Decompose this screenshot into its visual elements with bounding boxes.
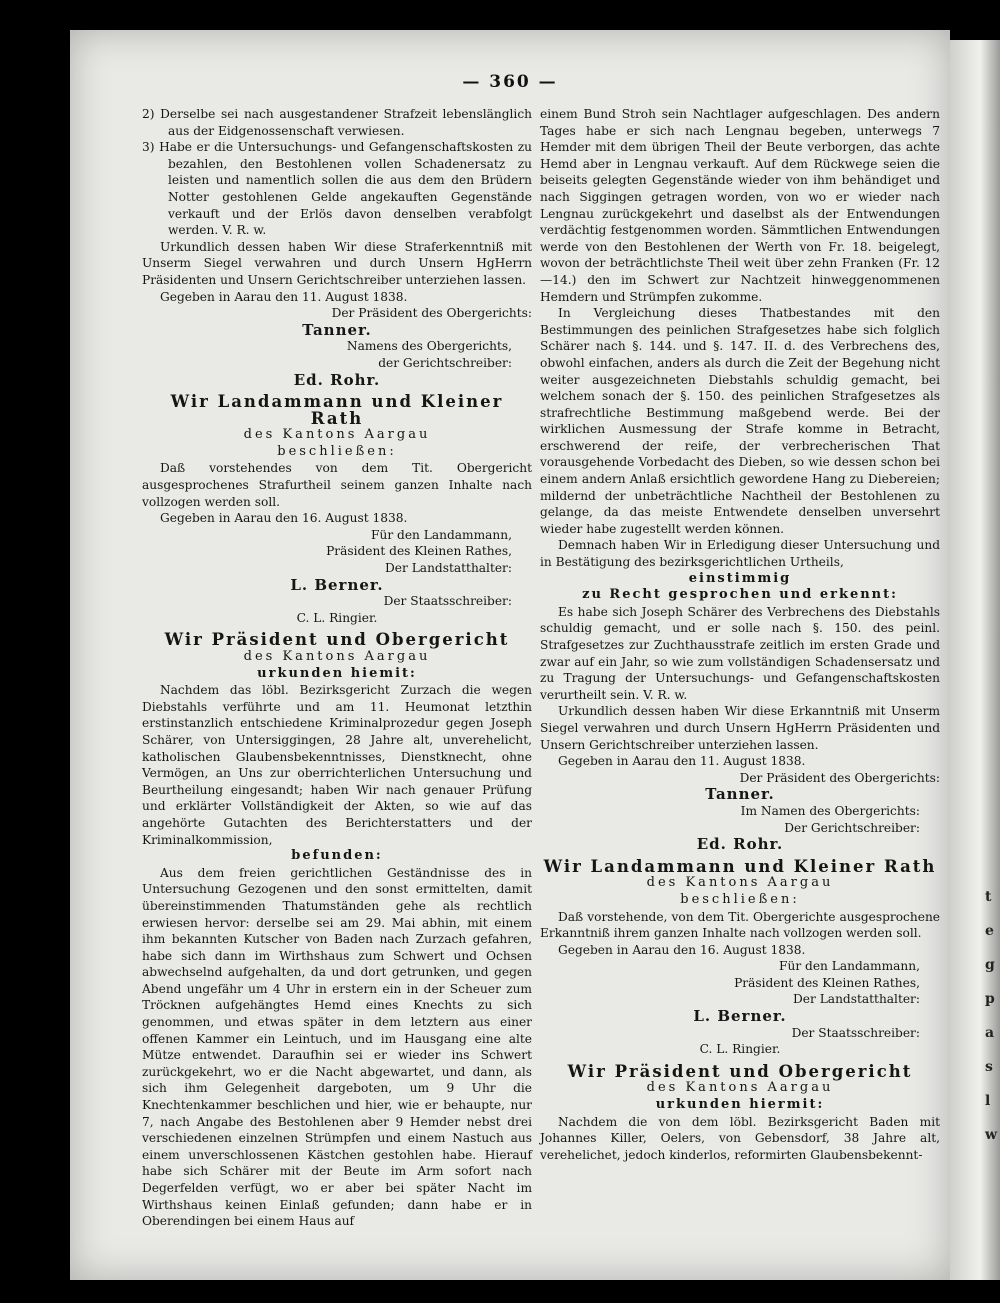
edge-letter: s: [985, 1059, 993, 1075]
right-paragraph: Wir Präsident und Obergericht: [567, 1061, 913, 1081]
left-paragraph: des Kantons Aargau: [243, 649, 431, 664]
edge-letter: g: [985, 957, 995, 973]
right-column: [540, 106, 940, 1163]
right-paragraph: Gegeben in Aarau den 11. August 1838.: [558, 754, 806, 769]
edge-letter: t: [985, 889, 992, 905]
left-column: [142, 106, 532, 1230]
right-paragraph: zu Recht gesprochen und erkennt:: [582, 587, 898, 603]
edge-letter: w: [985, 1127, 998, 1143]
right-paragraph: Demnach haben Wir in Erledigung dieser Untersuchung und in Bestätigung des bezirksgerichtlichen Urtheils,: [540, 538, 940, 570]
adjacent-page-letters: [985, 880, 999, 1152]
left-paragraph: der Gerichtschreiber:: [378, 355, 512, 370]
left-paragraph: Wir Präsident und Obergericht: [164, 630, 510, 650]
edge-letter: a: [985, 1025, 995, 1041]
left-paragraph: Daß vorstehendes von dem Tit. Obergericht ausgesprochenes Strafurtheil seinem ganzen Inhalte nach vollzogen werden soll.: [142, 461, 532, 509]
right-paragraph: Tanner.: [705, 785, 775, 804]
newspaper-page: [70, 30, 950, 1280]
left-paragraph: Wir Landammann und Kleiner Rath: [170, 392, 504, 428]
left-paragraph: Für den Landammann,: [371, 527, 512, 542]
right-paragraph: Daß vorstehende, von dem Tit. Obergerichte ausgesprochene Erkanntniß ihrem ganzen Inhalte nach vollzogen werden soll.: [540, 909, 940, 941]
right-paragraph: Nachdem die von dem löbl. Bezirksgericht Baden mit Johannes Killer, Oelers, von Gebensdorf, 38 Jahre alt, verehelichet, jedoch kinderlos, reformirten Glaubensbekennt-: [540, 1114, 940, 1162]
right-paragraph: einstimmig: [688, 570, 792, 586]
left-paragraph: Gegeben in Aarau den 16. August 1838.: [160, 511, 408, 526]
left-paragraph: L. Berner.: [290, 575, 384, 594]
left-paragraph: 3) Habe er die Untersuchungs- und Gefangenschaftskosten zu bezahlen, den Bestohlenen vollen Schadenersatz zu leisten und namentlich sollen die aus dem den Brüdern Notter gestohlenen Gelde angekauften Gegenstände verkauft und der Erlös davon denselben verabfolgt werden. V. R. w.: [142, 140, 532, 238]
right-paragraph: In Vergleichung dieses Thatbestandes mit den Bestimmungen des peinlichen Strafgesetzes habe sich folglich Schärer nach §. 144. und §. 147. II. d. des Verbrechens des, obwohl einfachen, anders als durch die Zeit der Begehung nicht weiter ausgezeichneten Diebstahls schuldig gemacht, bei welchem sonach der §. 150. des peinlichen Strafgesetzes als strafrechtliche Bestimmung maßgebend werde. Bei der wirklichen Ausmessung der Strafe komme in Betracht, erschwerend der reife, der verbrecherischen That vorausgehende Vorbedacht des Dieben, so wie dessen schon bei einem andern Anlaß ersichtlich gewordene Hang zu Diebereien; mildernd der unbeträchtliche Nachtheil der Bestohlenen zu gelange, da das meiste Entwendete denselben unversehrt wieder habe zugestellt werden können.: [540, 306, 940, 536]
right-paragraph: des Kantons Aargau: [646, 875, 834, 891]
right-paragraph: Gegeben in Aarau den 16. August 1838.: [558, 942, 806, 957]
page-number: — 360 —: [462, 72, 558, 92]
left-paragraph: Der Landstatthalter:: [385, 561, 512, 576]
right-paragraph: Der Staatsschreiber:: [791, 1025, 920, 1040]
right-paragraph: beschließen:: [680, 891, 800, 907]
right-paragraph: Urkundlich dessen haben Wir diese Erkanntniß mit Unserm Siegel verwahren und durch Unsern HgHerrn Präsidenten und Unsern Gerichtschreiber unterziehen lassen.: [540, 704, 940, 752]
left-paragraph: beschließen:: [277, 443, 397, 459]
right-paragraph: Wir Landammann und Kleiner Rath: [543, 856, 937, 876]
left-paragraph: Aus dem freien gerichtlichen Geständnisse des in Untersuchung Gezogenen und den sonst ermittelten, damit übereinstimmenden Thatumständen gehe als rechtlich erwiesen hervor: derselbe sei am 29. Mai abhin, mit einem ihm bekannten Kutscher von Baden nach Zurzach gefahren, habe sich dann im Wirthshaus zum Schwert und Ochsen abwechselnd aufgehalten, da und dort getrunken, und gegen Abend ungefähr um 4 Uhr in erstern ein in der Scheuer zum Tröcknen aufgehängtes Hemd eines Knechts zu sich genommen, und etwas später in dem letztern aus einer offenen Kammer ein Leintuch, und im Hausgang eine alte Mütze entwendet. Daraufhin sei er wieder ins Schwert zurückgekehrt, wo er die Nacht abgewartet, und dann, als sich ihm Gelegenheit dargeboten, um 9 Uhr die Knechtenkammer beschlichen und hier, wie er behaupte, nur 7, nach Angabe des Bestohlenen aber 9 Hemder nebst drei verschiedenen einzelnen Strümpfen und einem Nastuch aus einem unverschlossenen Kästchen gestohlen habe. Hierauf habe sich Schärer mit der Beute im Arm sofort nach Degerfelden verfügt, wo er aber bei später Nacht im Wirthshaus keinen Einlaß gefunden; dann habe er in Oberendingen bei einem Haus auf: [142, 865, 532, 1229]
left-paragraph: Der Staatsschreiber:: [383, 594, 512, 609]
right-paragraph: einem Bund Stroh sein Nachtlager aufgeschlagen. Des andern Tages habe er sich nach Lengnau begeben, unterwegs 7 Hemder mit dem übrigen Theil der Beute verborgen, das achte Hemd aber in Lengnau verkauft. Auf dem Rückwege seien die beiseits gelegten Gegenstände wieder von ihm behändiget und nach Siggingen getragen worden, von wo er wieder nach Lengnau zurückgekehrt und daselbst als der Entwendungen verdächtig festgenommen worden. Sämmtlichen Entwendungen werde von den Bestohlenen der Werth von Fr. 18. beigelegt, wovon der beträchtlichste Theil weit über zehn Franken (Fr. 12—14.) den im Schwert zur Nachtzeit hinweggenommenen Hemdern und Strümpfen zukomme.: [540, 107, 940, 304]
right-paragraph: des Kantons Aargau: [646, 1080, 834, 1096]
left-paragraph: Namens des Obergerichts,: [346, 339, 512, 354]
left-paragraph: Urkundlich dessen haben Wir diese Straferkenntniß mit Unserm Siegel verwahren und durch Unsern HgHerrn Präsidenten und Unsern Gerichtschreiber unterziehen lassen.: [142, 239, 532, 287]
right-paragraph: Im Namen des Obergerichts:: [740, 803, 920, 818]
right-paragraph: Es habe sich Joseph Schärer des Verbrechens des Diebstahls schuldig gemacht, und er solle nach §. 150. des peinl. Strafgesetzes zur Zuchthausstrafe zeitlich im ersten Grade und zwar auf ein Jahr, so wie zum vollständigen Schadensersatz und zu Tragung der Untersuchungs- und Gefangenschaftskosten verurtheilt sein. V. R. w.: [540, 604, 940, 702]
right-paragraph: Für den Landammann,: [779, 959, 920, 974]
left-paragraph: Ed. Rohr.: [293, 370, 381, 389]
right-paragraph: urkunden hiermit:: [655, 1097, 825, 1113]
left-paragraph: Tanner.: [302, 320, 372, 339]
left-paragraph: 2) Derselbe sei nach ausgestandener Strafzeit lebenslänglich aus der Eidgenossenschaft verwiesen.: [142, 107, 532, 138]
left-paragraph: urkunden hiemit:: [257, 665, 417, 681]
right-paragraph: Der Landstatthalter:: [793, 992, 920, 1007]
right-paragraph: C. L. Ringier.: [699, 1042, 781, 1057]
left-paragraph: Gegeben in Aarau den 11. August 1838.: [160, 289, 408, 304]
left-paragraph: des Kantons Aargau: [243, 427, 431, 443]
left-paragraph: Der Präsident des Obergerichts:: [331, 306, 532, 321]
edge-letter: l: [985, 1093, 991, 1109]
edge-letter: e: [985, 923, 994, 939]
right-paragraph: L. Berner.: [693, 1007, 787, 1026]
right-paragraph: Ed. Rohr.: [696, 835, 784, 854]
right-paragraph: Der Gerichtschreiber:: [784, 820, 920, 835]
right-paragraph: Der Präsident des Obergerichts:: [739, 770, 940, 785]
right-paragraph: Präsident des Kleinen Rathes,: [734, 975, 920, 990]
edge-letter: p: [985, 991, 995, 1007]
left-paragraph: Präsident des Kleinen Rathes,: [326, 544, 512, 559]
left-paragraph: Nachdem das löbl. Bezirksgericht Zurzach die wegen Diebstahls verführte und am 11. Heumonat letzthin erstinstanzlich entschiedene Kriminalprozedur gegen Joseph Schärer, von Untersiggingen, 28 Jahre alt, unverehelicht, katholischen Glaubensbekenntnisses, Dienstknecht, ohne Vermögen, an Uns zur oberrichterlichen Untersuchung und Beurtheilung eingesandt; haben Wir nach genauer Prüfung und erklärter Vollständigkeit der Akten, so wie auf das angehörte Gutachten des Berichterstatters und der Kriminalkommission,: [142, 683, 532, 847]
left-paragraph: C. L. Ringier.: [296, 610, 378, 625]
left-paragraph: befunden:: [291, 848, 383, 864]
